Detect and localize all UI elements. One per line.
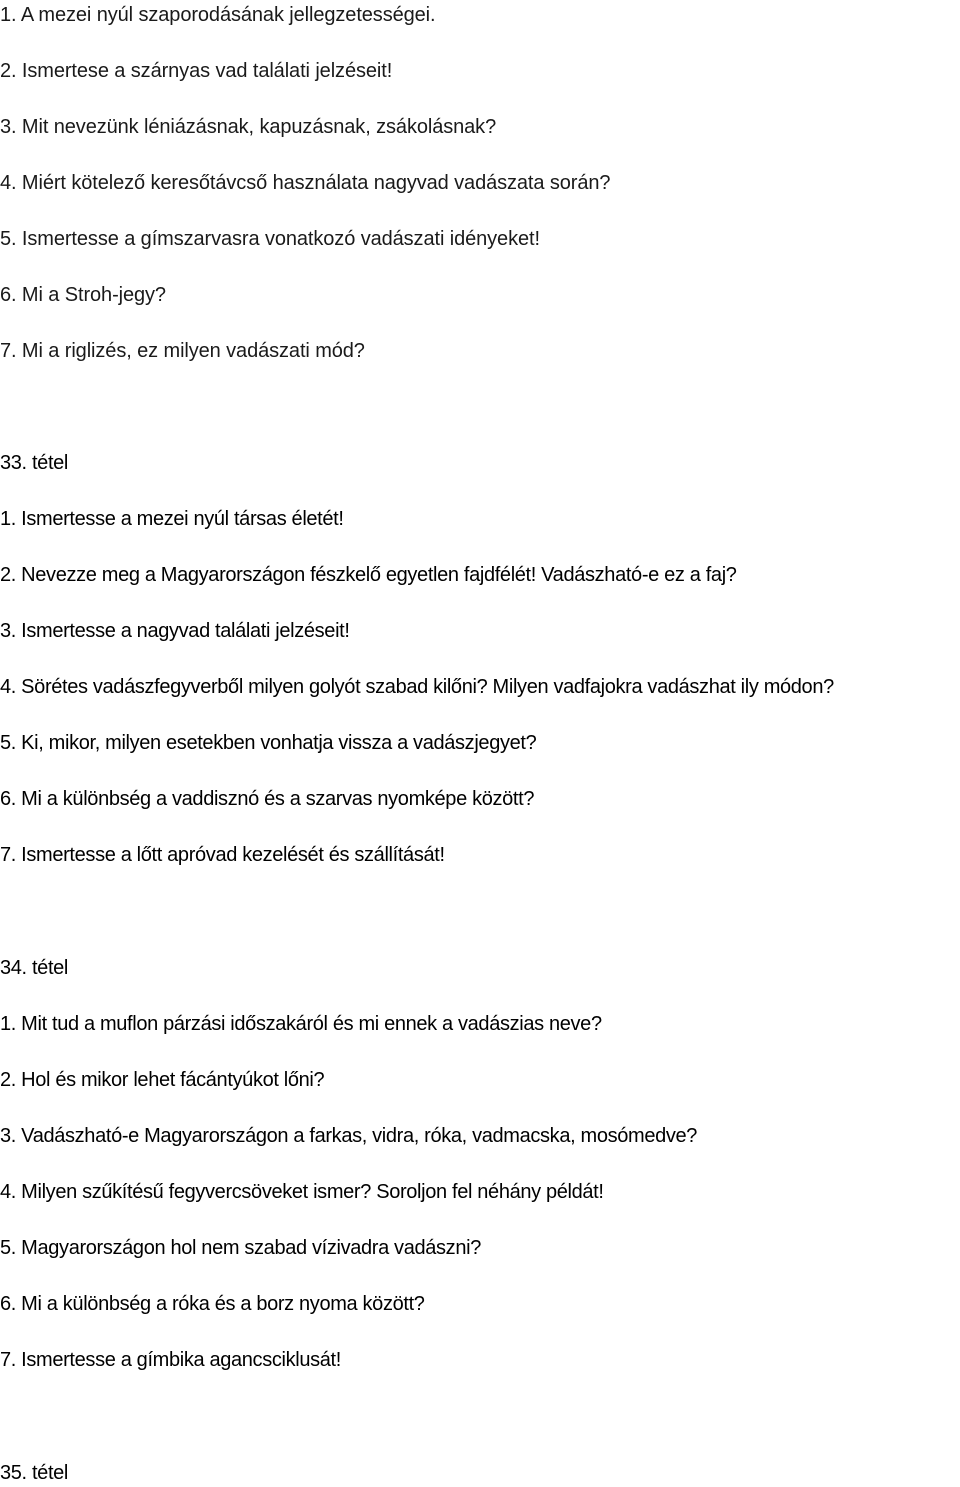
question-item: 1. Mit tud a muflon párzási időszakáról és mi ennek a vadászias neve? xyxy=(0,1013,602,1035)
question-item: 6. Mi a különbség a róka és a borz nyoma között? xyxy=(0,1293,425,1315)
question-item: 3. Vadászható-e Magyarországon a farkas, vidra, róka, vadmacska, mosómedve? xyxy=(0,1125,698,1147)
question-item: 2. Ismertese a szárnyas vad találati jelzéseit! xyxy=(0,60,393,82)
section-heading: 33. tétel xyxy=(0,452,69,474)
question-item: 7. Mi a riglizés, ez milyen vadászati mód? xyxy=(0,340,365,362)
question-item: 6. Mi a különbség a vaddisznó és a szarvas nyomképe között? xyxy=(0,788,535,810)
question-item: 1. A mezei nyúl szaporodásának jellegzetességei. xyxy=(0,4,436,26)
question-item: 3. Ismertesse a nagyvad találati jelzéseit! xyxy=(0,620,350,642)
question-item: 6. Mi a Stroh-jegy? xyxy=(0,284,166,306)
section-heading: 34. tétel xyxy=(0,957,69,979)
question-item: 3. Mit nevezünk léniázásnak, kapuzásnak, zsákolásnak? xyxy=(0,116,497,138)
question-item: 5. Magyarországon hol nem szabad vízivadra vadászni? xyxy=(0,1237,481,1259)
question-item: 7. Ismertesse a lőtt apróvad kezelését és szállítását! xyxy=(0,844,445,866)
question-item: 5. Ki, mikor, milyen esetekben vonhatja vissza a vadászjegyet? xyxy=(0,732,537,754)
question-item: 5. Ismertesse a gímszarvasra vonatkozó vadászati idényeket! xyxy=(0,228,540,250)
question-item: 2. Hol és mikor lehet fácántyúkot lőni? xyxy=(0,1069,325,1091)
question-item: 7. Ismertesse a gímbika agancsciklusát! xyxy=(0,1349,341,1371)
question-item: 1. Ismertesse a mezei nyúl társas életét! xyxy=(0,508,344,530)
question-item: 4. Milyen szűkítésű fegyvercsöveket ismer? Soroljon fel néhány példát! xyxy=(0,1181,604,1203)
question-item: 2. Nevezze meg a Magyarországon fészkelő egyetlen fajdfélét! Vadászható-e ez a faj? xyxy=(0,564,737,586)
question-item: 4. Miért kötelező keresőtávcső használata nagyvad vadászata során? xyxy=(0,172,611,194)
question-item: 4. Sörétes vadászfegyverből milyen golyót szabad kilőni? Milyen vadfajokra vadászhat ily módon? xyxy=(0,676,834,698)
section-heading: 35. tétel xyxy=(0,1462,69,1484)
